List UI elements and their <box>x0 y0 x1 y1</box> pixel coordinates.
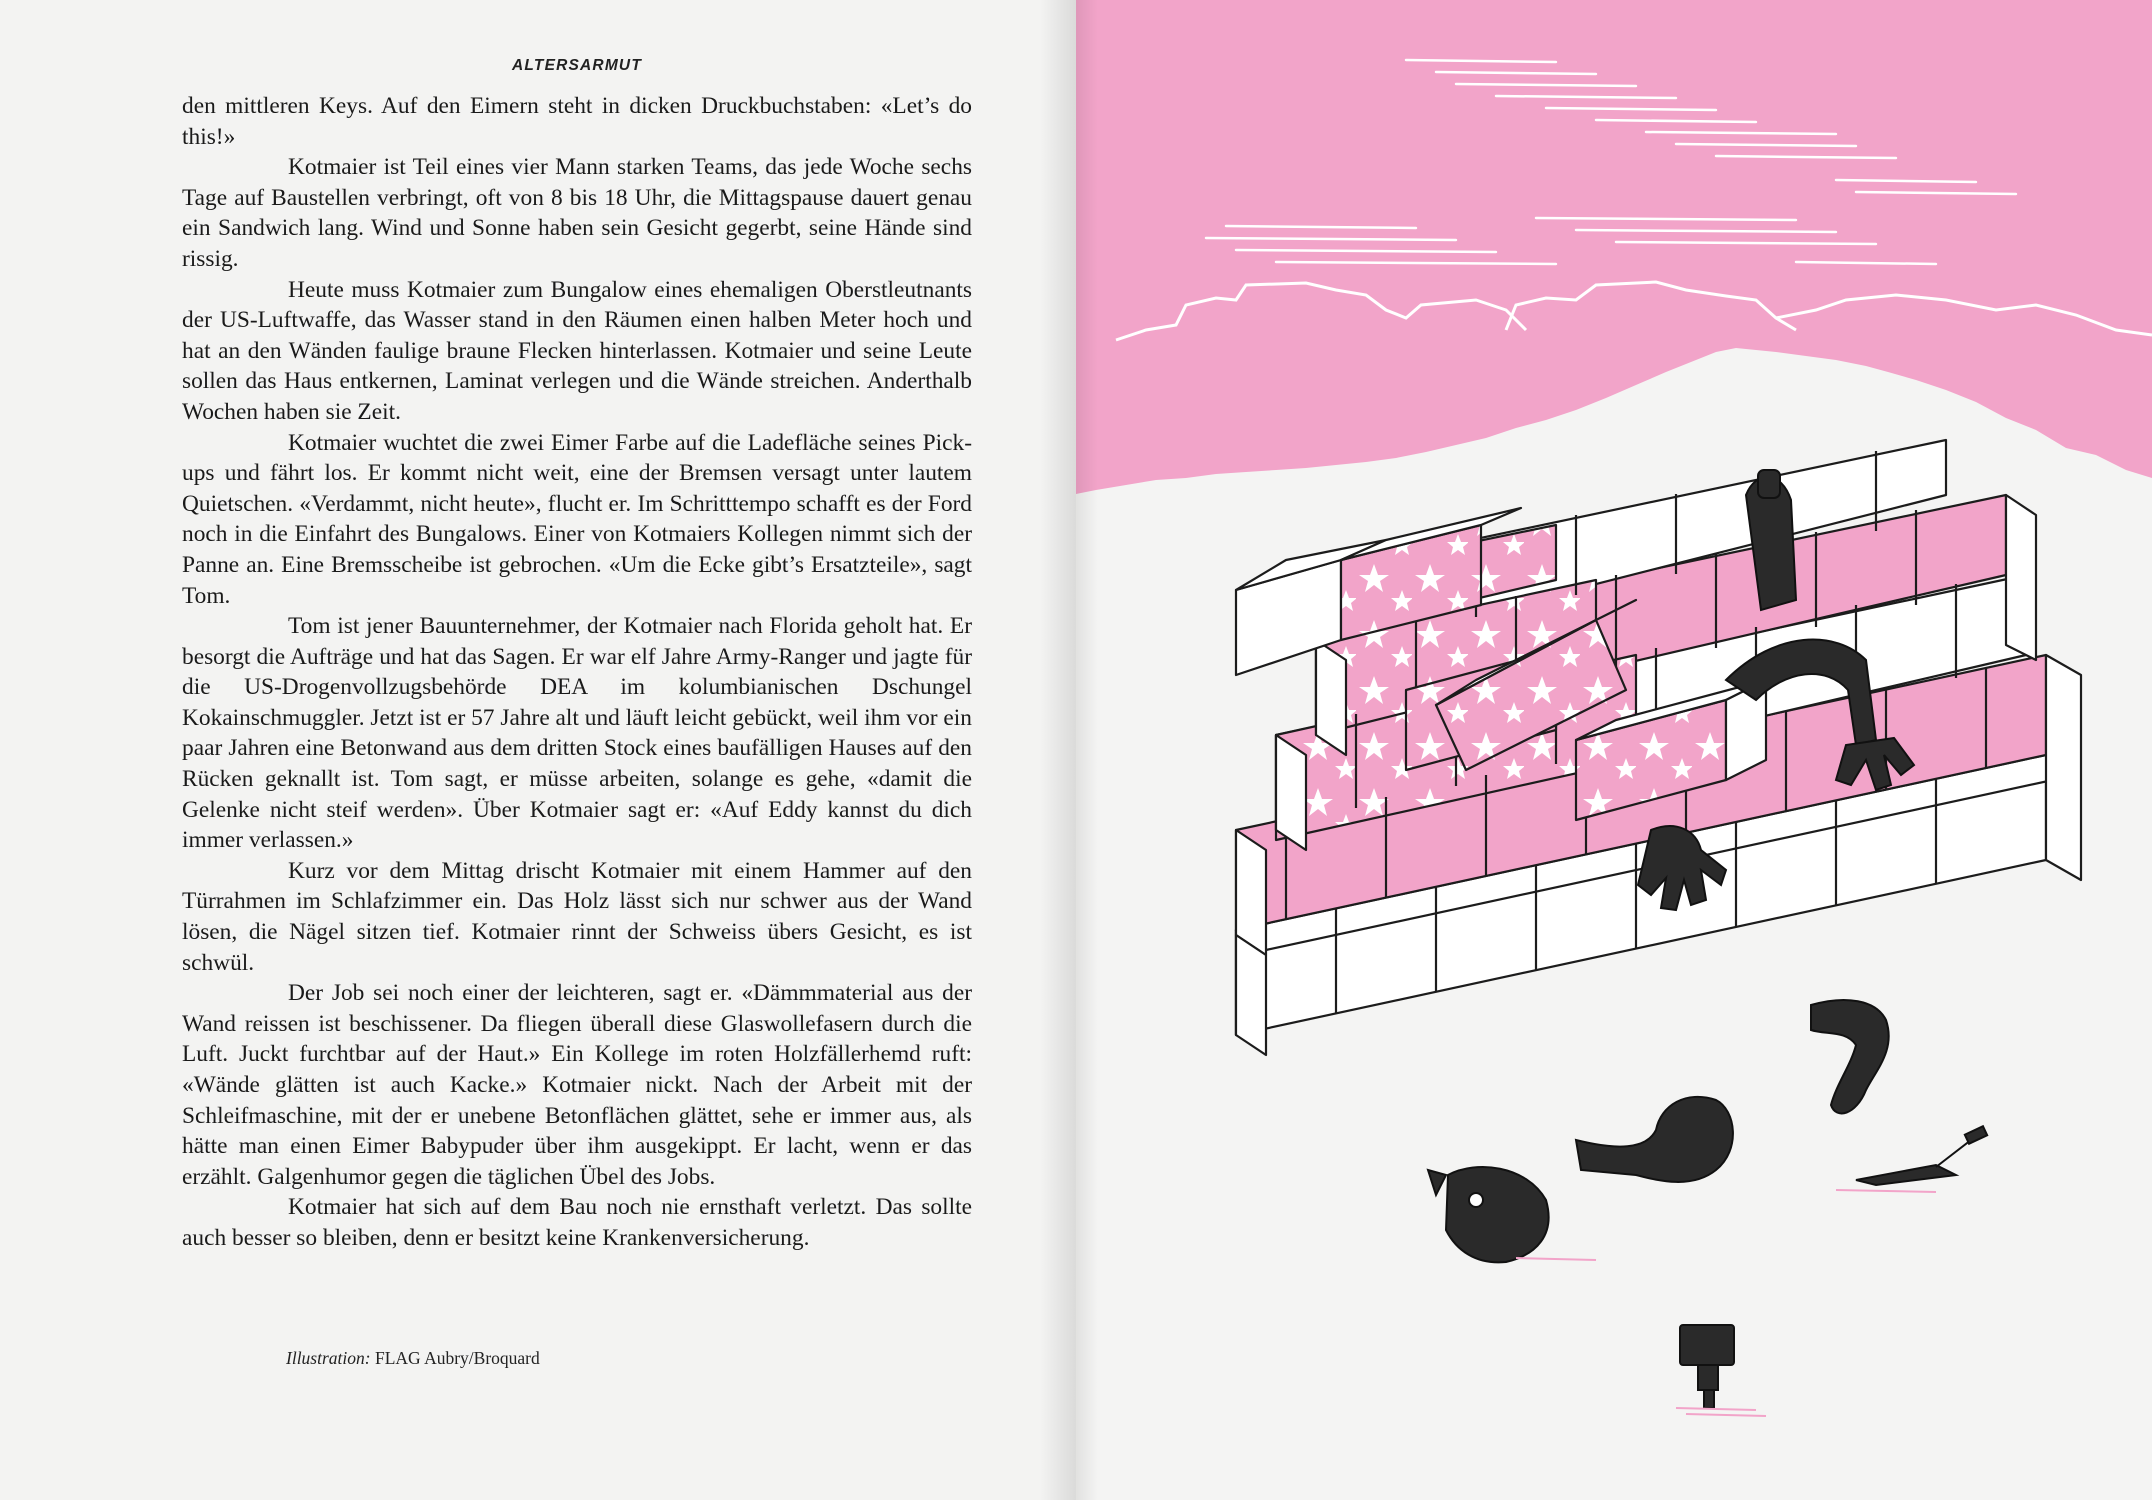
paragraph: Kotmaier wuchtet die zwei Eimer Farbe auf die Ladefläche seines Pick-ups und fährt los. Er kommt nicht weit, eine der Bremsen versagt unter lautem Quietschen. «Verdammt, nicht heute», flucht er. Im Schritttempo schafft es der Ford noch in die Einfahrt des Bungalows. Einer von Kotmaiers Kollegen nimmt sich der Panne an. Eine Bremsscheibe ist gebrochen. «Um die Ecke gibt’s Ersatzteile», sagt Tom. <box>182 429 972 609</box>
ground-marks <box>1516 1190 1936 1416</box>
trowel-icon <box>1856 1126 1987 1185</box>
paragraph: den mittleren Keys. Auf den Eimern steht in dicken Druckbuchstaben: «Let’s do this!» <box>182 93 972 150</box>
illustration-credit <box>286 1348 540 1369</box>
book-gutter-shadow-right <box>1076 0 1098 1500</box>
figure-tail <box>1811 1000 1889 1113</box>
brick-wall-illustration <box>1076 0 2152 1500</box>
pink-sky <box>1076 0 2152 494</box>
paragraph: Kurz vor dem Mittag drischt Kotmaier mit einem Hammer auf den Türrahmen im Schlafzimmer ein. Das Holz lässt sich nur schwer aus der Wand lösen, die Nägel sitzen tief. Kotmaier rinnt der Schweiss übers Gesicht, es ist schwül. <box>182 857 972 976</box>
credit-name: FLAG Aubry/Broquard <box>374 1348 540 1368</box>
article-body <box>182 91 972 1254</box>
book-gutter-shadow <box>1040 0 1076 1500</box>
paragraph: Tom ist jener Bauunternehmer, der Kotmaier nach Florida geholt hat. Er besorgt die Aufträge und hat das Sagen. Er war elf Jahre Army-Ranger und jagte für die US-Drogenvollzugsbehörde DEA im kolumbianischen Dschungel Kokainschmuggler. Jetzt ist er 57 Jahre alt und läuft leicht gebückt, weil ihm vor ein paar Jahren eine Betonwand aus dem dritten Stock eines baufälligen Hauses auf den Rücken geknallt ist. Tom sagt, er müsse arbeiten, solange es gehe, «damit die Gelenke nicht steif werden». Über Kotmaier sagt er: «Auf Eddy kannst du dich immer verlassen.» <box>182 613 972 854</box>
paragraph: Der Job sei noch einer der leichteren, sagt er. «Dämmmaterial aus der Wand reissen ist beschissener. Da fliegen überall diese Glaswollefasern durch die Luft. Juckt furchtbar auf der Haut.» Ein Kollege im roten Holzfällerhemd ruft: «Wände glätten ist auch Kacke.» Kotmaier nickt. Nach der Arbeit mit der Schleifmaschine, mit der er unebene Betonflächen glättet, sehe er immer aus, als hätte man einen Eimer Babypuder über ihm ausgekippt. Er lacht, wenn er das erzählt. Galgenhumor gegen die täglichen Übel des Jobs. <box>182 980 972 1190</box>
paragraph: Heute muss Kotmaier zum Bungalow eines ehemaligen Oberstleutnants der US-Luftwaffe, das Wasser stand in den Räumen einen halben Meter hoch und hat an den Wänden faulige braune Flecken hinterlassen. Kotmaier und seine Leute sollen das Haus entkernen, Laminat verlegen und die Wände streichen. Anderthalb Wochen haben sie Zeit. <box>182 276 972 425</box>
paragraph: Kotmaier hat sich auf dem Bau noch nie ernsthaft verletzt. Das sollte auch besser so bleiben, denn er besitzt keine Krankenversicherung. <box>182 1194 972 1251</box>
hammer-icon <box>1680 1325 1734 1408</box>
figure-leg <box>1576 1097 1733 1182</box>
running-head: ALTERSARMUT <box>511 57 642 74</box>
right-page-illustration <box>1076 0 2152 1500</box>
figure-head <box>1428 1167 1549 1262</box>
credit-label: Illustration: <box>286 1348 371 1368</box>
paragraph: Kotmaier ist Teil eines vier Mann starken Teams, das jede Woche sechs Tage auf Baustellen verbringt, oft von 8 bis 18 Uhr, die Mittagspause dauert genau ein Sandwich lang. Wind und Sonne haben sein Gesicht gegerbt, seine Hände sind rissig. <box>182 154 972 272</box>
